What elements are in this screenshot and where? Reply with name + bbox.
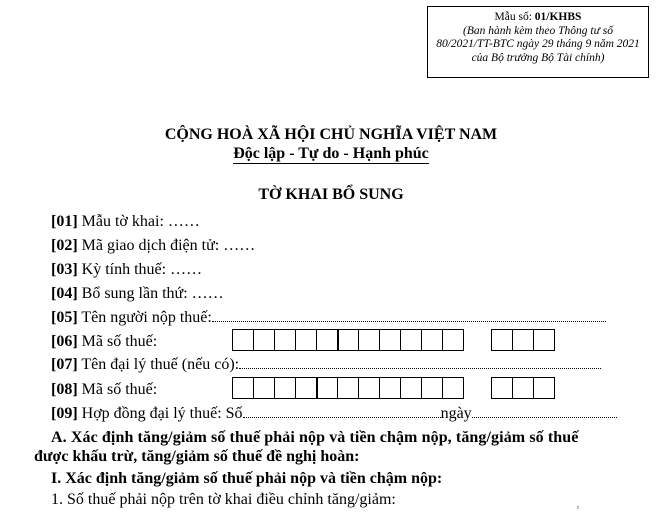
tax-code-boxes[interactable]	[232, 329, 463, 351]
field-04-label: Bổ sung lần thứ: ……	[77, 285, 224, 302]
field-05-num: [05]	[51, 309, 78, 326]
form-code-line	[495, 11, 582, 23]
digit-box	[421, 377, 443, 399]
field-05	[51, 309, 606, 327]
agent-tax-code-suffix-boxes[interactable]	[491, 377, 554, 399]
digit-box	[491, 377, 513, 399]
field-08-label: Mã số thuế:	[77, 381, 158, 398]
field-07-label: Tên đại lý thuế (nếu có):	[77, 356, 240, 373]
tax-agent-name-field[interactable]	[239, 356, 601, 369]
digit-box	[358, 377, 380, 399]
digit-box	[274, 377, 296, 399]
field-03-label: Kỳ tính thuế: ……	[77, 261, 203, 278]
field-02-num: [02]	[51, 237, 78, 254]
digit-box	[274, 329, 296, 351]
field-08-num: [08]	[51, 381, 78, 398]
digit-box	[232, 377, 254, 399]
field-07	[51, 356, 601, 374]
contract-number-field[interactable]	[243, 405, 441, 418]
section-i-heading: I. Xác định tăng/giảm số thuế phải nộp và tiền chậm nộp:	[51, 470, 443, 487]
field-03-num: [03]	[51, 261, 78, 278]
field-01-num: [01]	[51, 213, 78, 230]
field-05-label: Tên người nộp thuế:	[77, 309, 212, 326]
national-motto: Độc lập - Tự do - Hạnh phúc	[233, 145, 429, 162]
digit-box	[337, 377, 359, 399]
digit-box	[253, 377, 275, 399]
taxpayer-name-field[interactable]	[212, 309, 606, 322]
digit-box	[295, 329, 317, 351]
field-09	[51, 405, 617, 423]
field-04-num: [04]	[51, 285, 78, 302]
country-name: CỘNG HOÀ XÃ HỘI CHỦ NGHĨA VIỆT NAM	[164, 126, 498, 143]
field-07-num: [07]	[51, 356, 78, 373]
digit-box	[533, 377, 555, 399]
digit-box	[316, 377, 338, 399]
digit-box	[316, 329, 338, 351]
field-06-label: Mã số thuế:	[77, 333, 158, 350]
digit-box	[442, 377, 464, 399]
field-09-label: Hợp đồng đại lý thuế: Số	[77, 405, 243, 422]
field-04	[51, 285, 224, 303]
footnote-mark: ²	[577, 506, 579, 512]
field-09-date-label: ngày	[440, 405, 472, 422]
section-a-line1: A. Xác định tăng/giảm số thuế phải nộp và tiền chậm nộp, tăng/giảm số thuế	[51, 429, 579, 446]
digit-box	[491, 329, 513, 351]
digit-box	[232, 329, 254, 351]
field-08	[51, 381, 157, 399]
digit-box	[379, 377, 401, 399]
digit-box	[442, 329, 464, 351]
contract-date-field[interactable]	[472, 405, 617, 418]
digit-box	[512, 329, 534, 351]
tax-code-suffix-boxes[interactable]	[491, 329, 554, 351]
digit-box	[337, 329, 359, 351]
digit-box	[358, 329, 380, 351]
field-06	[51, 333, 157, 351]
digit-box	[400, 329, 422, 351]
digit-box	[533, 329, 555, 351]
form-issued-line3: của Bộ trưởng Bộ Tài chính)	[471, 51, 605, 64]
section-a-line2: được khấu trừ, tăng/giảm số thuế đề nghị hoàn:	[34, 448, 360, 465]
form-code: 01/KHBS	[534, 11, 582, 23]
field-06-num: [06]	[51, 333, 78, 350]
form-issued-line1: (Ban hành kèm theo Thông tư số	[462, 24, 613, 37]
field-01	[51, 213, 200, 231]
digit-box	[400, 377, 422, 399]
form-number-box	[427, 6, 649, 78]
field-03	[51, 261, 202, 279]
form-issued-line2: 80/2021/TT-BTC ngày 29 tháng 9 năm 2021	[436, 38, 640, 50]
digit-box	[253, 329, 275, 351]
agent-tax-code-boxes[interactable]	[232, 377, 463, 399]
field-09-num: [09]	[51, 405, 78, 422]
motto-wrap	[0, 145, 662, 163]
item-1-text: 1. Số thuế phải nộp trên tờ khai điều chỉnh tăng/giảm:	[51, 491, 396, 508]
digit-box	[295, 377, 317, 399]
field-02-label: Mã giao dịch điện tử: ……	[77, 237, 256, 254]
form-code-label: Mẫu số:	[494, 11, 535, 23]
document-title: TỜ KHAI BỔ SUNG	[258, 186, 404, 203]
digit-box	[421, 329, 443, 351]
field-02	[51, 237, 255, 255]
field-01-label: Mẫu tờ khai: ……	[77, 213, 200, 230]
digit-box	[512, 377, 534, 399]
digit-box	[379, 329, 401, 351]
